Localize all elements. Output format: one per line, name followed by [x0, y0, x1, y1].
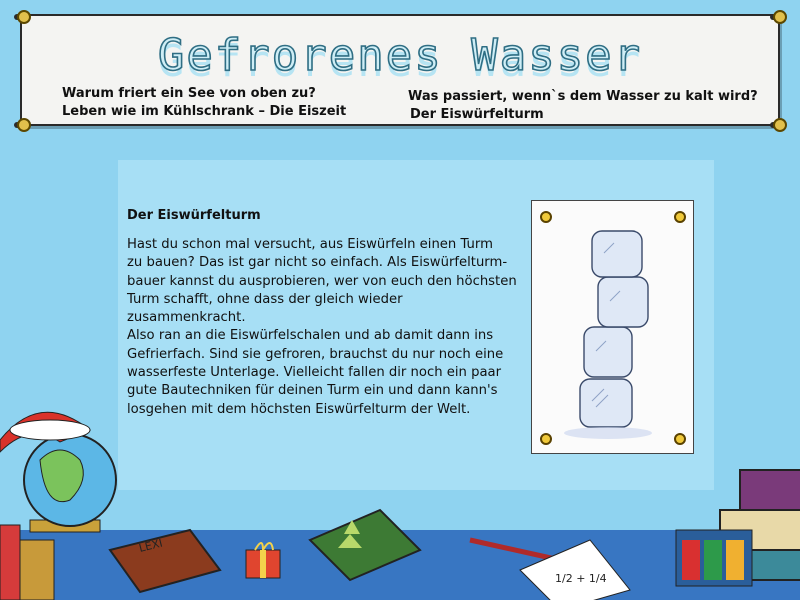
- globe-icon: [0, 412, 116, 532]
- paragraph-line: wasserfeste Unterlage. Vielleicht fallen dir noch ein paar: [127, 365, 502, 381]
- paragraph-line: Also ran an die Eiswürfelschalen und ab damit dann ins: [127, 328, 494, 344]
- page-title: Gefrorenes Wasser: [157, 30, 643, 81]
- gift-icon: [246, 543, 280, 578]
- paragraph-line: Hast du schon mal versucht, aus Eiswürfeln einen Turm: [127, 237, 493, 252]
- cabinet-icon: [676, 530, 752, 586]
- banner-pin-icon: [770, 122, 786, 128]
- banner-pin-icon: [14, 14, 30, 20]
- nav-link-kalt[interactable]: Was passiert, wenn`s dem Wasser zu kalt wird?: [408, 89, 758, 104]
- content-paragraph: [127, 236, 517, 419]
- math-note-icon: [520, 540, 630, 600]
- paragraph-line: Gefrierfach. Sind sie gefroren, brauchst du nur noch eine: [127, 346, 504, 362]
- paragraph-line: Turm schafft, ohne dass der gleich wieder zusammenkracht.: [127, 291, 403, 326]
- desk-decoration: [0, 400, 800, 600]
- nav-link-eiszeit[interactable]: Leben wie im Kühlschrank – Die Eiszeit: [62, 104, 347, 119]
- book-label: LEXI: [137, 536, 164, 555]
- banner-pin-icon: [14, 122, 30, 128]
- left-books-icon: [0, 525, 54, 600]
- content-heading: Der Eiswürfelturm: [127, 208, 261, 223]
- paragraph-line: bauer kannst du ausprobieren, wer von euch den höchsten: [127, 273, 517, 289]
- banner-pin-icon: [770, 14, 786, 20]
- nav-link-see[interactable]: Warum friert ein See von oben zu?: [62, 86, 316, 101]
- nav-link-eiswuerfelturm[interactable]: Der Eiswürfelturm: [410, 107, 544, 122]
- pen-icon: [470, 540, 560, 560]
- paragraph-line: losgehen mit dem höchsten Eiswürfelturm der Welt.: [127, 401, 471, 417]
- green-book-icon: [310, 510, 420, 580]
- tack-icon: [674, 211, 686, 223]
- paragraph-line: gute Bautechniken für deinen Turm ein und dann kann's: [127, 383, 498, 399]
- book-icon: [110, 530, 220, 592]
- math-note: 1/2 + 1/4: [555, 572, 607, 585]
- paragraph-line: zu bauen? Das ist gar nicht so einfach. Als Eiswürfelturm-: [127, 255, 508, 271]
- tack-icon: [540, 211, 552, 223]
